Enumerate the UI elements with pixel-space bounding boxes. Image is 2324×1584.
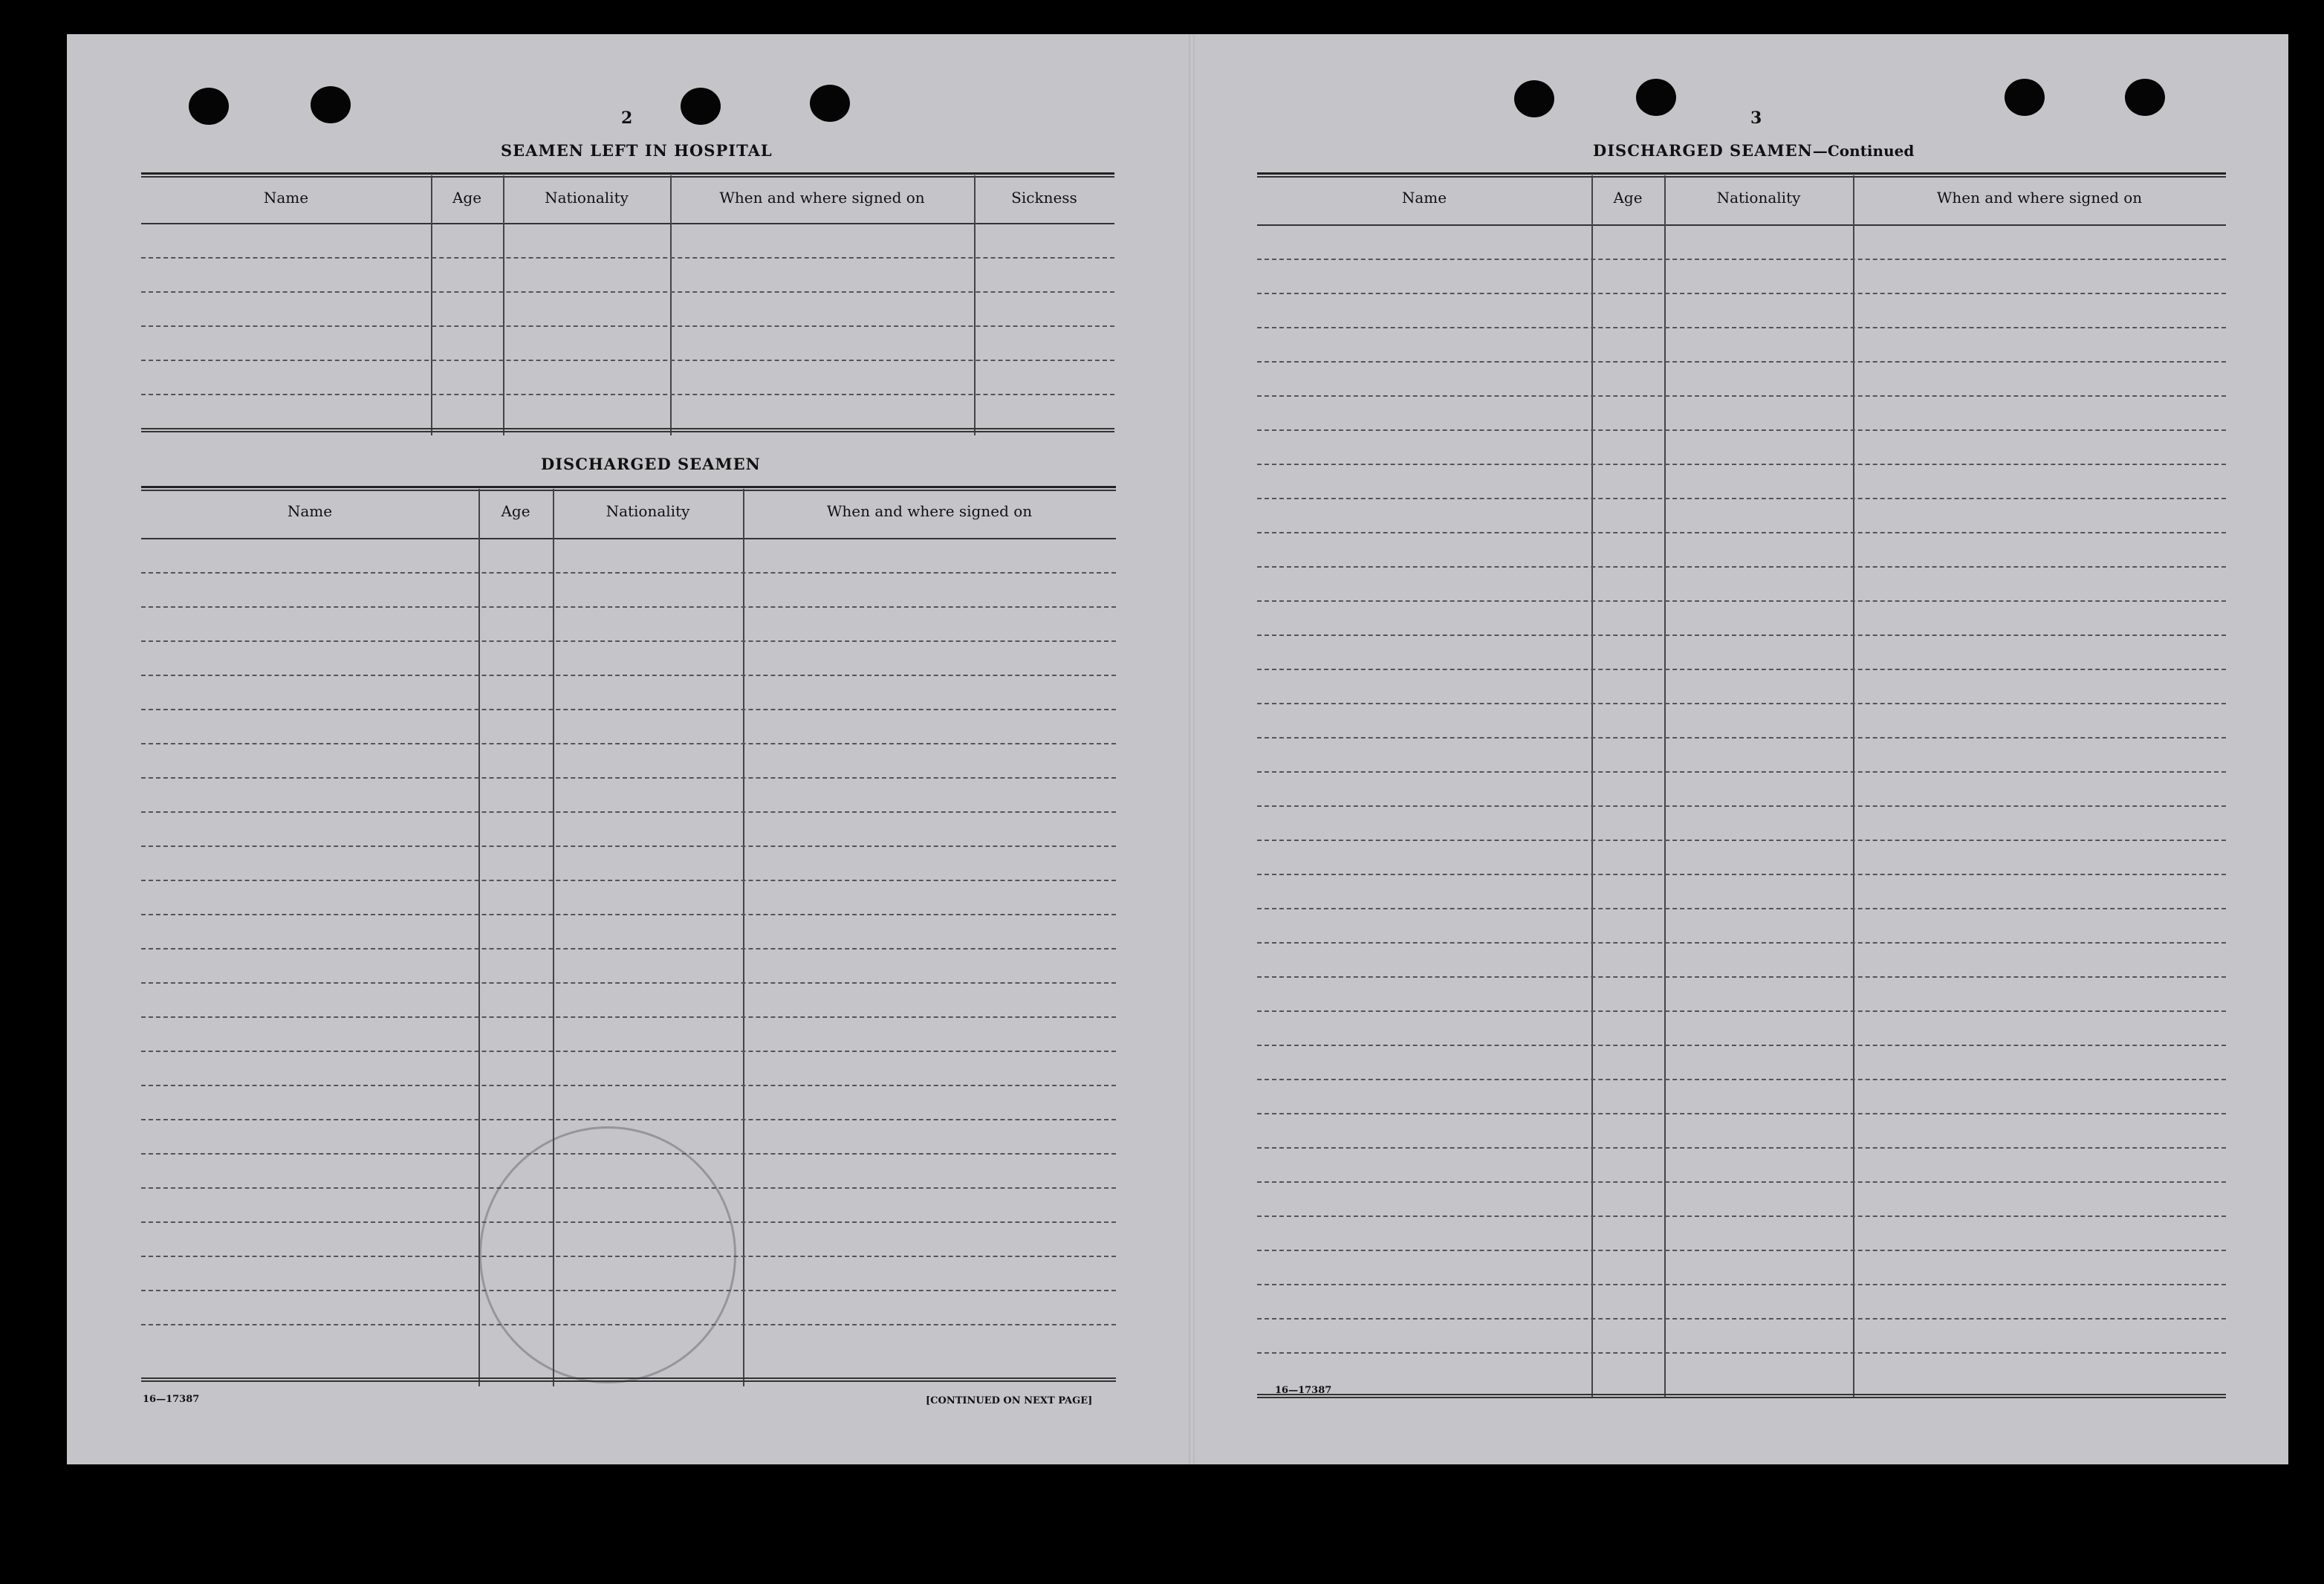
table-top-rule [141,172,1114,178]
table-row [141,1051,1116,1052]
page-fold [1189,34,1195,1464]
table-row [1257,1147,2226,1149]
table-row [141,1085,1116,1086]
table-row [141,325,1114,327]
table-row [1257,1079,2226,1080]
header-rule [141,538,1116,539]
table-row [141,845,1116,847]
table-row [141,1153,1116,1155]
table-row [141,257,1114,259]
column-header-signed-on: When and where signed on [826,502,1033,520]
table-row [141,291,1114,293]
table-row [1257,1215,2226,1217]
table-row [1257,566,2226,568]
column-divider [670,175,672,435]
table-row [141,880,1116,881]
table-bottom-rule [1257,1394,2226,1398]
punch-hole [2005,79,2045,116]
table-row [141,1324,1116,1325]
hospital-table [141,172,1114,440]
column-header-signed-on: When and where signed on [719,189,925,207]
column-header-nationality: Nationality [606,502,690,520]
table-top-rule [141,486,1116,491]
column-header-nationality: Nationality [545,189,629,207]
table-row [1257,840,2226,841]
punch-hole [681,88,721,125]
column-header-nationality: Nationality [1716,189,1801,207]
column-divider [431,175,432,435]
table-row [1257,1284,2226,1285]
table-row [1257,464,2226,465]
table-row [141,360,1114,361]
table-row [141,606,1116,608]
table-row [1257,1318,2226,1320]
page-number-right: 3 [1750,108,1762,128]
table-row [1257,737,2226,739]
column-header-age: Age [1613,189,1643,207]
table-row [1257,1181,2226,1183]
table-row [141,709,1116,710]
punch-hole [2125,79,2165,116]
header-rule [1257,224,2226,226]
table-row [1257,259,2226,260]
table-row [141,1221,1116,1223]
table-top-rule [1257,172,2226,178]
table-row [141,394,1114,395]
punch-hole [1636,79,1676,116]
table-row [1257,1113,2226,1114]
discharged-table-title: DISCHARGED SEAMEN [541,455,761,473]
title-text: DISCHARGED SEAMEN [1593,141,1813,160]
table-row [1257,429,2226,431]
continued-note: [CONTINUED ON NEXT PAGE] [926,1395,1093,1406]
form-number-left: 16—17387 [143,1394,200,1405]
table-row [1257,1250,2226,1251]
header-rule [141,223,1114,224]
column-divider [743,489,744,1386]
table-row [1257,908,2226,909]
table-bottom-rule [141,428,1114,432]
table-row [1257,498,2226,499]
table-row [141,811,1116,813]
form-sheet [67,34,2288,1464]
column-divider [974,175,976,435]
table-row [141,1187,1116,1189]
column-header-signed-on: When and where signed on [1936,189,2143,207]
table-row [1257,771,2226,773]
table-row [1257,976,2226,978]
table-row [1257,600,2226,602]
discharged-table [141,486,1116,1391]
column-header-name: Name [287,502,333,520]
table-row [141,572,1116,574]
table-row [141,982,1116,984]
table-row [1257,942,2226,944]
table-row [141,640,1116,642]
table-row [1257,634,2226,636]
punch-hole [1514,80,1554,117]
punch-hole [810,85,850,122]
table-row [141,777,1116,779]
table-row [1257,1352,2226,1354]
column-header-age: Age [452,189,482,207]
table-row [141,675,1116,676]
column-header-sickness: Sickness [1011,189,1077,207]
table-row [1257,395,2226,397]
table-row [141,948,1116,950]
table-row [141,914,1116,915]
table-row [141,1290,1116,1291]
column-divider [478,489,480,1386]
column-header-age: Age [501,502,530,520]
table-row [141,743,1116,744]
column-header-name: Name [263,189,309,207]
table-row [141,1016,1116,1018]
punch-hole [189,88,229,125]
table-row [1257,874,2226,875]
hospital-table-title: SEAMEN LEFT IN HOSPITAL [501,141,773,160]
table-row [1257,361,2226,363]
table-bottom-rule [141,1377,1116,1382]
table-row [1257,1045,2226,1046]
table-row [141,1256,1116,1257]
punch-hole [311,86,351,123]
form-number-right: 16—17387 [1275,1385,1332,1396]
table-row [1257,805,2226,807]
page-number-left: 2 [621,108,633,128]
discharged-continued-title [1593,141,1914,160]
table-row [1257,669,2226,670]
title-suffix: —Continued [1812,142,1915,160]
column-divider [503,175,504,435]
table-row [1257,293,2226,294]
table-row [1257,327,2226,328]
discharged-continued-table [1257,172,2226,1413]
column-header-name: Name [1401,189,1447,207]
table-row [1257,532,2226,533]
table-row [1257,1010,2226,1012]
table-row [141,1119,1116,1120]
table-row [1257,703,2226,704]
column-divider [553,489,554,1386]
